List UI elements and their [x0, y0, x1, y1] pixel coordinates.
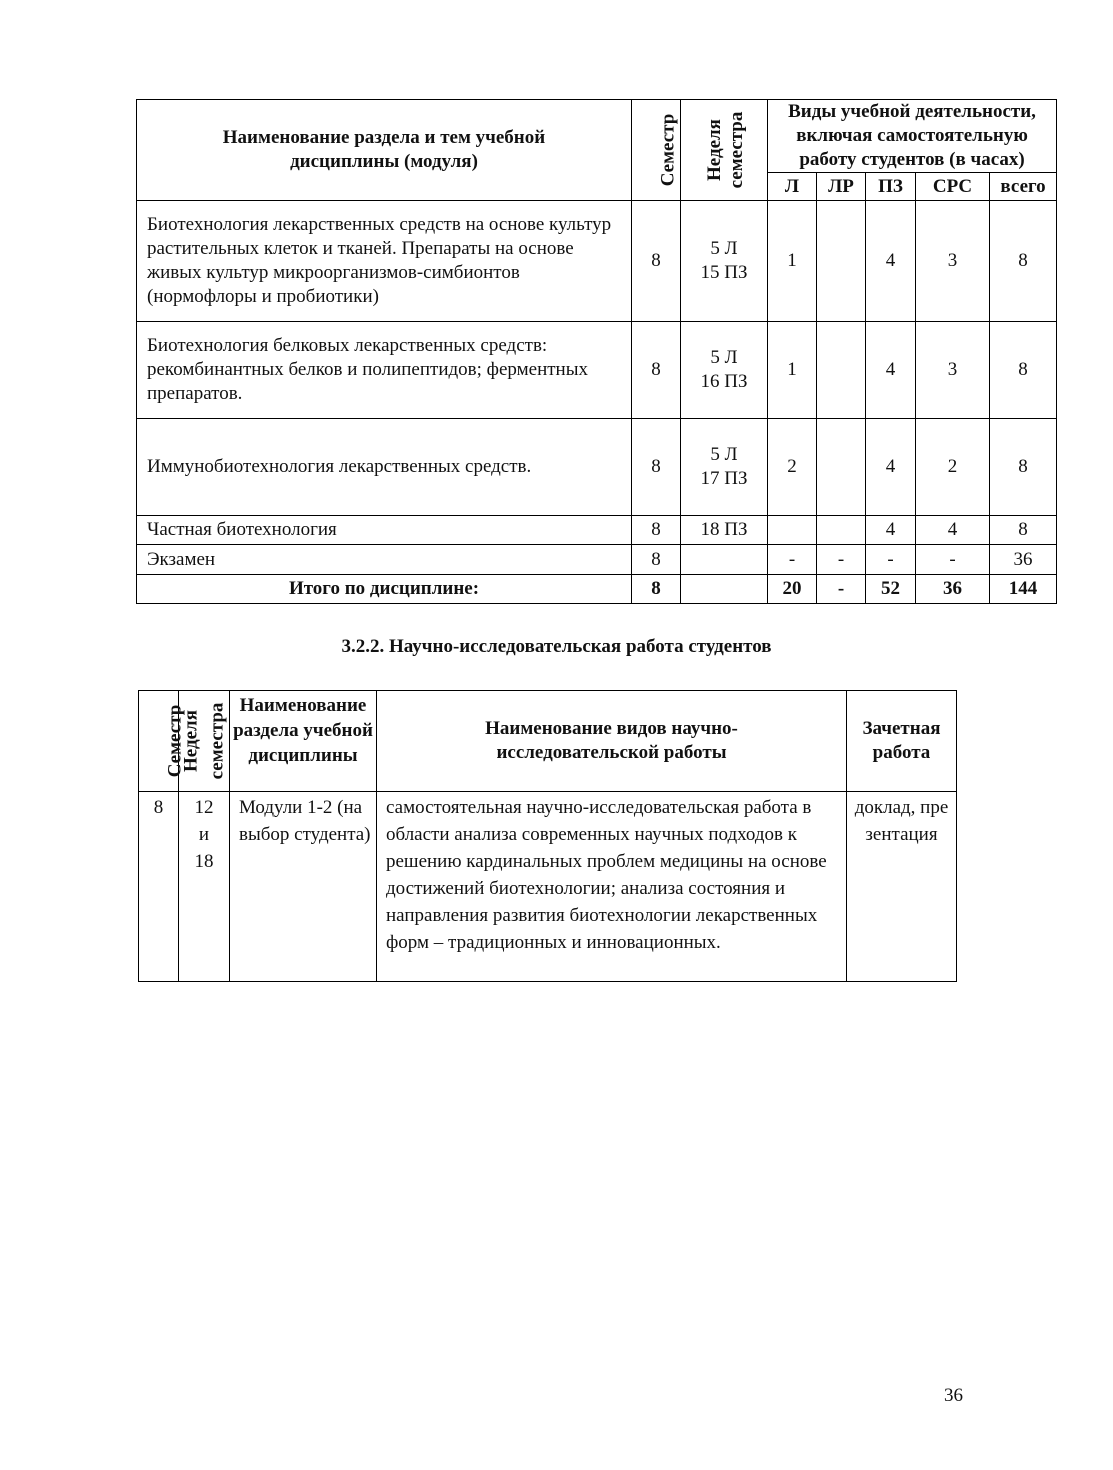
- row-week-2: 15 ПЗ: [700, 262, 748, 283]
- row-lr: [817, 516, 866, 545]
- header-week-text: Неделя семестра: [704, 111, 747, 188]
- row-lr: [817, 322, 866, 419]
- row-pz: 4: [866, 201, 916, 322]
- row-name: Иммунобиотехнология лекарственных средств.: [137, 419, 632, 516]
- table-row: [137, 201, 1057, 322]
- header-total: всего: [990, 173, 1057, 201]
- row-week: [681, 516, 768, 545]
- table-row: [139, 792, 957, 982]
- total-l: 20: [768, 575, 817, 604]
- row-week: [681, 419, 768, 516]
- row-semester: 8: [632, 322, 681, 419]
- row-kind: самостоятельная научно-исследовательская работа в области анализа современных научных подходов к решению кардинальных проблем медицины на основе достижений биотехнологии; анализа состояния и направления развития биотехнологии лекарственных форм – традиционных и инновационных.: [377, 792, 847, 982]
- row-total: 36: [990, 545, 1057, 575]
- row-semester: 8: [632, 419, 681, 516]
- row-name: Биотехнология лекарственных средств на основе культур растительных клеток и тканей. Препараты на основе живых культур микроорганизмов-симбионтов (нормофлоры и пробиотики): [137, 201, 632, 322]
- row-week-1: 18 ПЗ: [700, 519, 748, 540]
- row-pz: -: [866, 545, 916, 575]
- header-week: [179, 691, 230, 792]
- total-row: [137, 575, 1057, 604]
- header-semester: [632, 100, 681, 201]
- table-row: [137, 419, 1057, 516]
- row-total: 8: [990, 516, 1057, 545]
- row-l: 2: [768, 419, 817, 516]
- header-credit: Зачетная работа: [847, 691, 957, 792]
- row-week: 12 и 18: [179, 792, 230, 982]
- total-week: [681, 575, 768, 604]
- header-name: Наименование раздела и тем учебной дисциплины (модуля): [137, 100, 632, 201]
- row-pz: 4: [866, 322, 916, 419]
- row-l: 1: [768, 322, 817, 419]
- header-srs: СРС: [916, 173, 990, 201]
- row-srs: -: [916, 545, 990, 575]
- header-l: Л: [768, 173, 817, 201]
- total-label: Итого по дисциплине:: [137, 575, 632, 604]
- row-lr: [817, 419, 866, 516]
- row-name: Модули 1-2 (на выбор студента): [230, 792, 377, 982]
- header-semester-text: Семестр: [164, 704, 186, 778]
- total-pz: 52: [866, 575, 916, 604]
- header-name: [230, 691, 377, 792]
- row-name: Биотехнология белковых лекарственных средств: рекомбинантных белков и полипептидов; ферментных препаратов.: [137, 322, 632, 419]
- total-srs: 36: [916, 575, 990, 604]
- table-row: [137, 545, 1057, 575]
- header-week: [681, 100, 768, 201]
- header-semester: [139, 691, 186, 792]
- header-activity-group: Виды учебной деятельности, включая самостоятельную работу студентов (в часах): [768, 100, 1057, 173]
- total-total: 144: [990, 575, 1057, 604]
- row-srs: 3: [916, 322, 990, 419]
- row-semester: 8: [139, 792, 179, 982]
- row-week: [681, 201, 768, 322]
- row-total: 8: [990, 419, 1057, 516]
- row-week: [681, 322, 768, 419]
- row-semester: 8: [632, 201, 681, 322]
- header-pz: ПЗ: [866, 173, 916, 201]
- row-l: -: [768, 545, 817, 575]
- row-name: Частная биотехнология: [137, 516, 632, 545]
- row-name: Экзамен: [137, 545, 632, 575]
- row-week: [681, 545, 768, 575]
- table-row: [137, 322, 1057, 419]
- row-srs: 4: [916, 516, 990, 545]
- header-lr: ЛР: [817, 173, 866, 201]
- row-week-1: 5 Л: [710, 238, 738, 259]
- row-l: 1: [768, 201, 817, 322]
- research-table: [138, 690, 957, 982]
- row-week-2: 16 ПЗ: [700, 371, 748, 392]
- row-credit: доклад, презентация: [847, 792, 957, 982]
- row-week-2: 17 ПЗ: [700, 468, 748, 489]
- row-total: 8: [990, 201, 1057, 322]
- row-week-1: 5 Л: [710, 444, 738, 465]
- section-heading: 3.2.2. Научно-исследовательская работа студентов: [341, 636, 772, 657]
- header-name-text: Наименование раздела учебной дисциплины: [233, 695, 373, 766]
- header-week-text: Неделя семестра: [180, 702, 228, 780]
- row-semester: 8: [632, 545, 681, 575]
- schedule-table: [136, 99, 1057, 604]
- table-row: [137, 516, 1057, 545]
- row-srs: 3: [916, 201, 990, 322]
- row-total: 8: [990, 322, 1057, 419]
- total-semester: 8: [632, 575, 681, 604]
- row-l: [768, 516, 817, 545]
- row-srs: 2: [916, 419, 990, 516]
- row-lr: [817, 201, 866, 322]
- header-kind: Наименование видов научно-исследовательской работы: [377, 691, 847, 792]
- page-number: 36: [944, 1385, 963, 1406]
- row-pz: 4: [866, 516, 916, 545]
- row-week-1: 5 Л: [710, 347, 738, 368]
- row-pz: 4: [866, 419, 916, 516]
- row-lr: -: [817, 545, 866, 575]
- row-semester: 8: [632, 516, 681, 545]
- total-lr: -: [817, 575, 866, 604]
- header-semester-text: Семестр: [657, 113, 679, 187]
